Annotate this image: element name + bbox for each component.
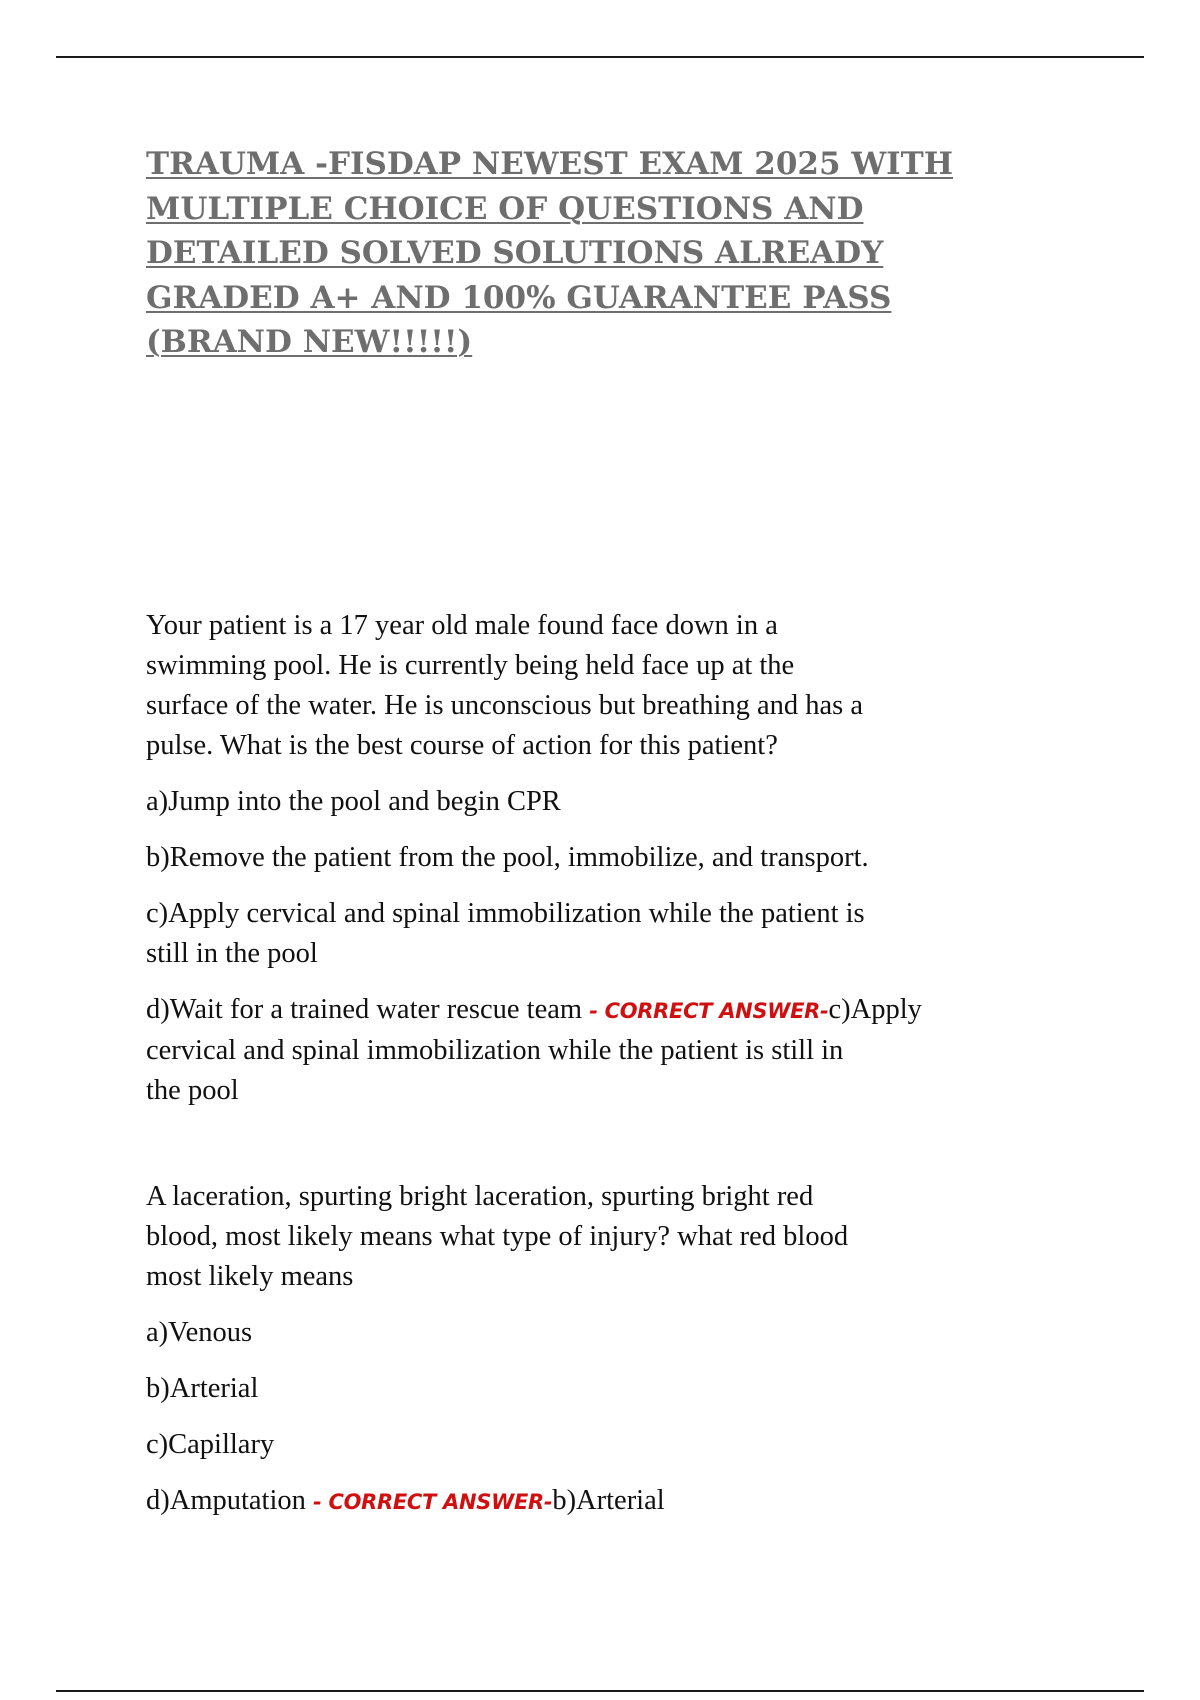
- stem-line: surface of the water. He is unconscious but breathing and has a: [146, 690, 864, 721]
- correct-answer-text: b)Arterial: [552, 1485, 665, 1516]
- option-d-with-answer: [146, 990, 1066, 1111]
- question-stem: [146, 1177, 1066, 1297]
- correct-answer-marker: - CORRECT ANSWER-: [313, 1490, 553, 1514]
- correct-answer-text: c)Apply: [828, 994, 922, 1025]
- option-b: b)Arterial: [146, 1373, 259, 1404]
- option-d: d)Wait for a trained water rescue team: [146, 994, 590, 1025]
- correct-answer-text: the pool: [146, 1075, 239, 1106]
- option-b: b)Remove the patient from the pool, immobilize, and transport.: [146, 842, 869, 873]
- bottom-rule: [56, 1690, 1144, 1692]
- title-line: DETAILED SOLVED SOLUTIONS ALREADY: [146, 235, 884, 271]
- title-line: MULTIPLE CHOICE OF QUESTIONS AND: [146, 190, 864, 227]
- stem-line: blood, most likely means what type of injury? what red blood: [146, 1221, 849, 1252]
- option-c-line: still in the pool: [146, 938, 318, 969]
- option-c: c)Capillary: [146, 1429, 275, 1460]
- title-line: TRAUMA -FISDAP NEWEST EXAM 2025 WITH: [146, 146, 954, 182]
- document-title: [146, 142, 1046, 365]
- question-1: [146, 606, 1066, 1111]
- option-c-line: c)Apply cervical and spinal immobilization while the patient is: [146, 898, 865, 929]
- title-line: (BRAND NEW!!!!!): [146, 324, 473, 360]
- option-a: a)Jump into the pool and begin CPR: [146, 786, 561, 817]
- correct-answer-marker: - CORRECT ANSWER-: [589, 999, 829, 1023]
- stem-line: most likely means: [146, 1261, 354, 1292]
- option-d-with-answer: [146, 1481, 1066, 1522]
- stem-line: pulse. What is the best course of action for this patient?: [146, 730, 778, 761]
- top-rule: [56, 56, 1144, 58]
- stem-line: A laceration, spurting bright laceration, spurting bright red: [146, 1181, 814, 1212]
- option-a: a)Venous: [146, 1317, 253, 1348]
- correct-answer-text: cervical and spinal immobilization while the patient is still in: [146, 1035, 844, 1066]
- stem-line: Your patient is a 17 year old male found face down in a: [146, 610, 778, 641]
- question-stem: [146, 606, 1066, 766]
- question-2: [146, 1177, 1066, 1522]
- option-c: [146, 894, 1066, 974]
- title-line: GRADED A+ AND 100% GUARANTEE PASS: [146, 279, 892, 316]
- stem-line: swimming pool. He is currently being held face up at the: [146, 650, 795, 681]
- option-d: d)Amputation: [146, 1485, 314, 1516]
